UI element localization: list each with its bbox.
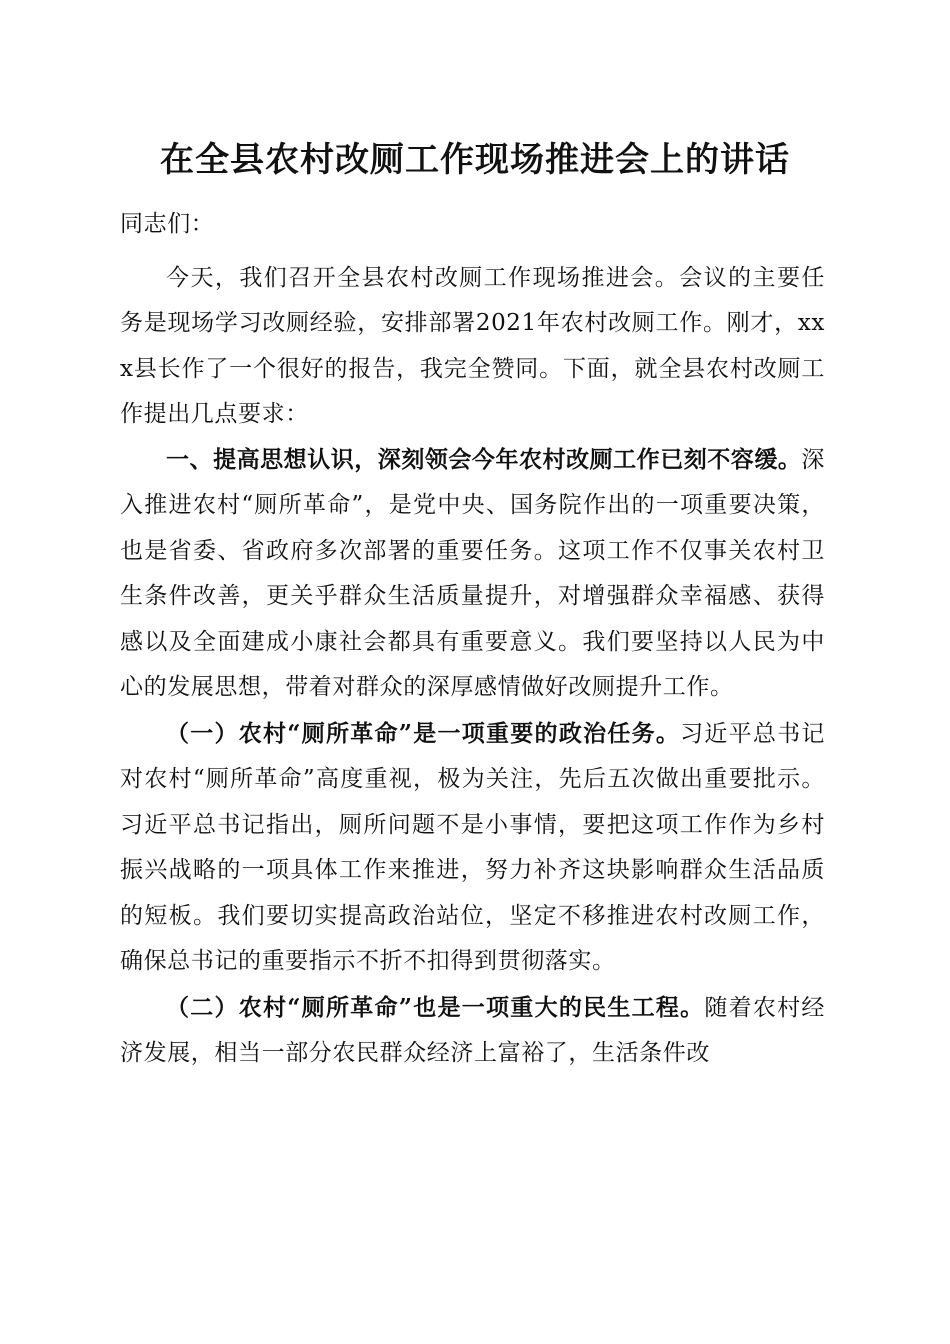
section-one-paragraph: [120, 438, 825, 711]
subsection-one-heading: （一）农村“厕所革命”是一项重要的政治任务。: [166, 719, 681, 747]
document-title: 在全县农村改厕工作现场推进会上的讲话: [160, 140, 790, 180]
document-body: [120, 202, 825, 1077]
salutation: 同志们：: [120, 211, 215, 237]
subsection-two-heading: （二）农村“厕所革命”也是一项重大的民生工程。: [166, 993, 705, 1021]
subsection-one-body: 习近平总书记对农村“厕所革命”高度重视，极为关注，先后五次做出重要批示。习近平总书记指出，厕所问题不是小事情，要把这项工作作为乡村振兴战略的一项具体工作来推进，努力补齐这块影响群众生活品质的短板。我们要切实提高政治站位，坚定不移推进农村改厕工作，确保总书记的重要指示不折不扣得到贯彻落实。: [120, 720, 825, 974]
subsection-two-paragraph: [120, 985, 825, 1077]
intro-paragraph: 今天，我们召开全县农村改厕工作现场推进会。会议的主要任务是现场学习改厕经验，安排部署2021年农村改厕工作。刚才，xxx县长作了一个很好的报告，我完全赞同。下面，就全县农村改厕工作提出几点要求：: [120, 264, 825, 427]
section-one-body: 深入推进农村“厕所革命”，是党中央、国务院作出的一项重要决策，也是省委、省政府多次部署的重要任务。这项工作不仅事关农村卫生条件改善，更关乎群众生活质量提升，对增强群众幸福感、获得感以及全面建成小康社会都具有重要意义。我们要坚持以人民为中心的发展思想，带着对群众的深厚感情做好改厕提升工作。: [120, 446, 825, 700]
subsection-one-paragraph: [120, 711, 825, 985]
section-one-heading: 一、提高思想认识，深刻领会今年农村改厕工作已刻不容缓。: [166, 446, 802, 473]
subsection-two-body: 随着农村经济发展，相当一部分农民群众经济上富裕了，生活条件改: [120, 994, 826, 1066]
